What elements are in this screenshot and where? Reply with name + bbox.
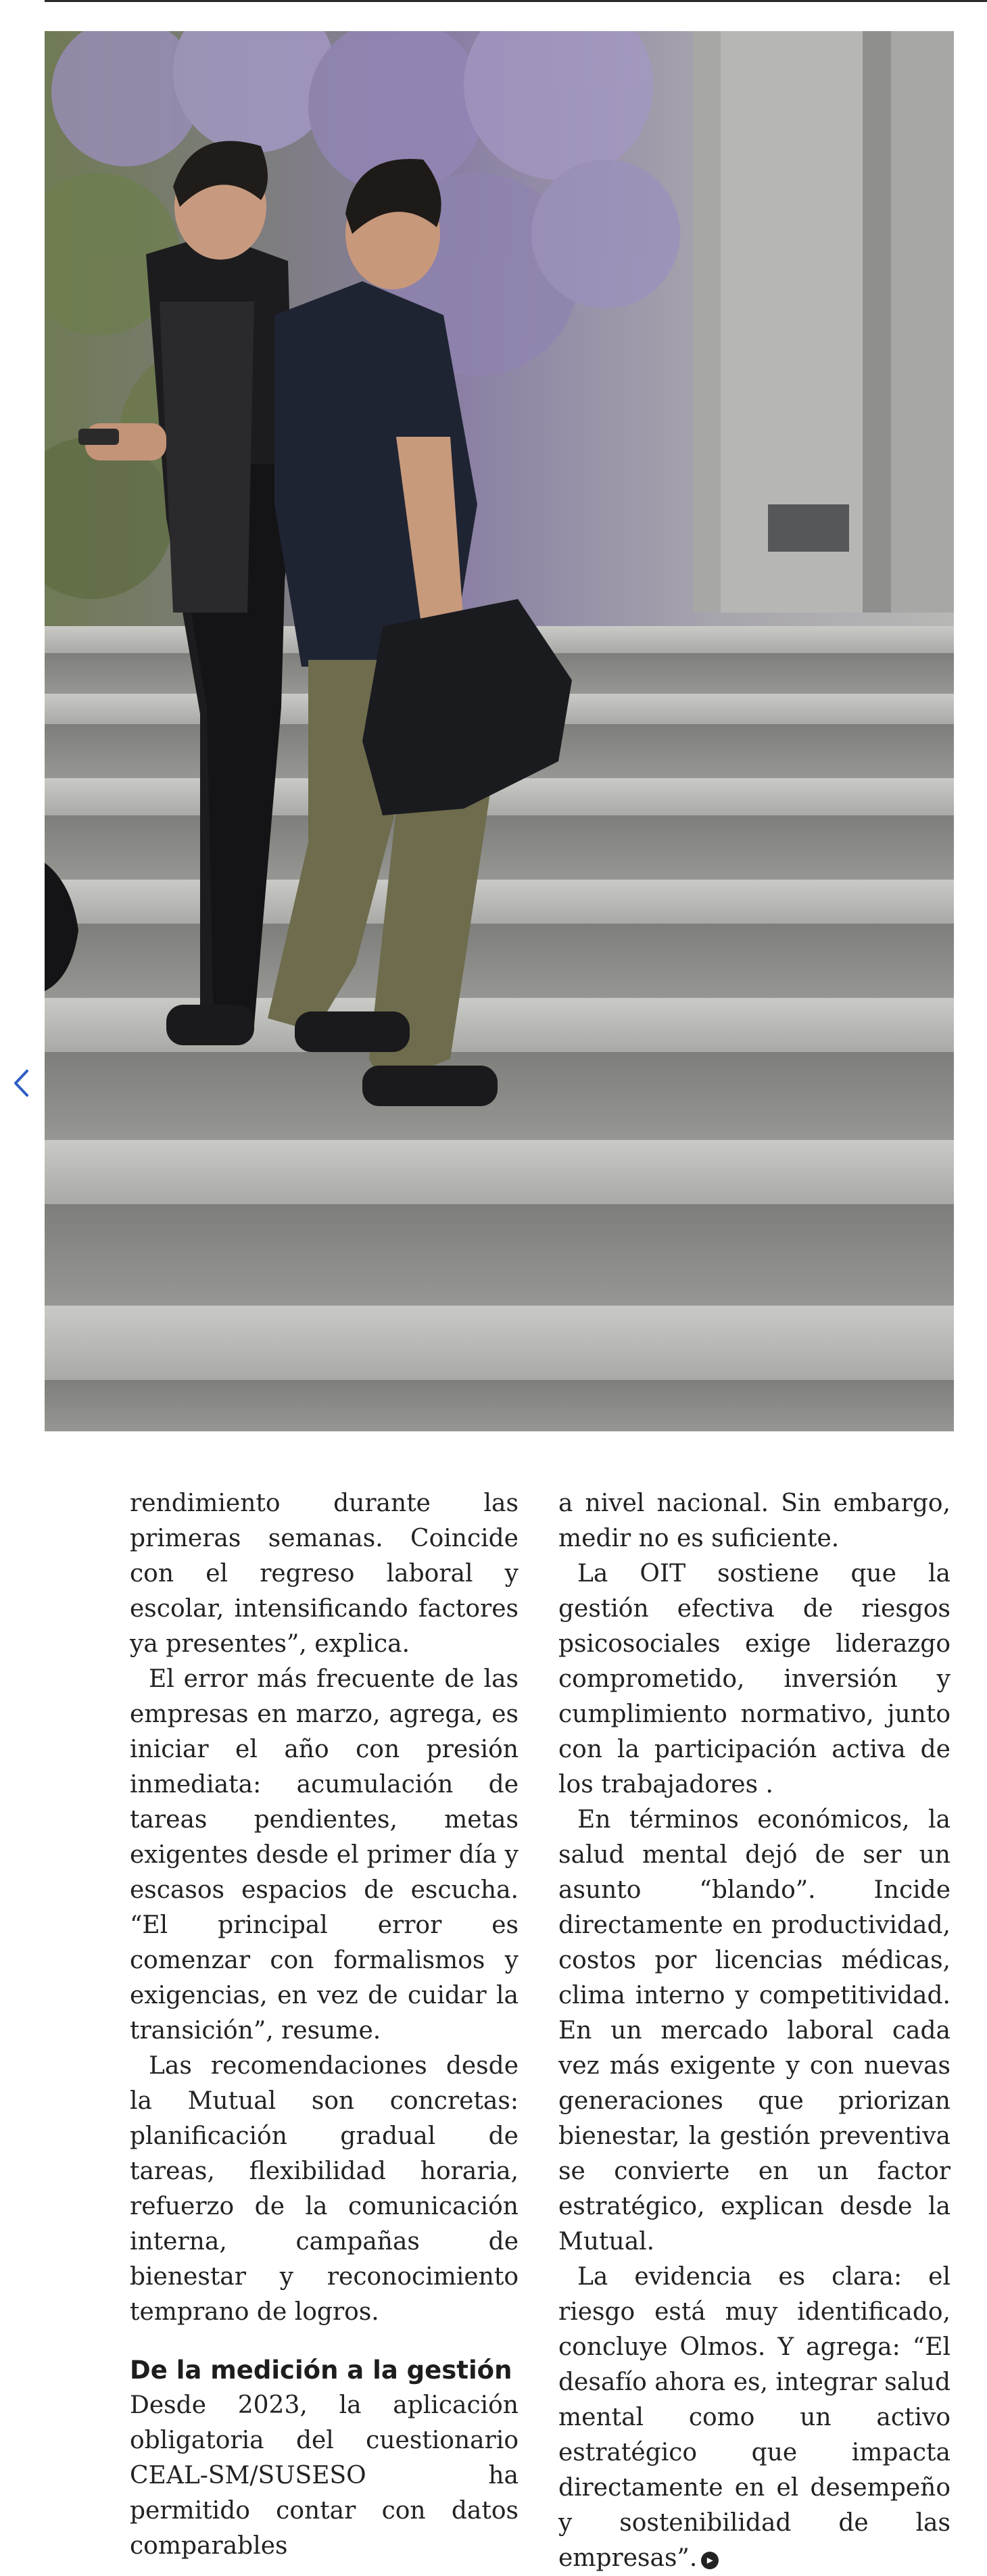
article-column-right — [558, 1486, 950, 2576]
paragraph: La OIT sostiene que la gestión efectiva de riesgos psicosociales exige liderazgo comprometido, inversión y cumplimiento normativo, junto con la participación activa de los trabajadores . — [558, 1560, 950, 1798]
paragraph: Desde 2023, la aplicación obligatoria del cuestionario CEAL-SM/SUSESO ha permitido contar con datos comparables — [130, 2391, 519, 2560]
chevron-left-icon — [12, 1068, 30, 1098]
paragraph-text: La evidencia es clara: el riesgo está muy identificado, concluye Olmos. Y agrega: “El desafío ahora es, integrar salud mental como un activo estratégico que impacta directamente en el desempeño y sostenibilidad de las empresas”. — [558, 2263, 950, 2572]
paragraph-final — [558, 2260, 950, 2576]
section-heading: De la medición a la gestión — [130, 2356, 512, 2385]
paragraph: a nivel nacional. Sin embargo, medir no es suficiente. — [558, 1489, 950, 1552]
paragraph: rendimiento durante las primeras semanas. Coincide con el regreso laboral y escolar, intensificando factores ya presentes”, explica. — [130, 1489, 519, 1658]
paragraph: En términos económicos, la salud mental dejó de ser un asunto “blando”. Incide directamente en productividad, costos por licencias médicas, clima interno y competitividad. En un mercado laboral cada vez más exigente y con nuevas generaciones que priorizan bienestar, la gestión preventiva se convierte en un factor estratégico, explican desde la Mutual. — [558, 1806, 950, 2256]
end-of-article-icon: ▸ — [701, 2552, 719, 2569]
top-rule — [45, 0, 987, 2]
article-column-left — [130, 1486, 519, 2564]
paragraph: Las recomendaciones desde la Mutual son concretas: planificación gradual de tareas, flexibilidad horaria, refuerzo de la comunicación interna, campañas de bienestar y reconocimiento temprano de logros. — [130, 2052, 519, 2326]
article-photo — [45, 31, 954, 1431]
paragraph: El error más frecuente de las empresas en marzo, agrega, es iniciar el año con presión inmediata: acumulación de tareas pendientes, metas exigentes desde el primer día y escasos espacios de escucha. “El principal error es comenzar con formalismos y exigencias, en vez de cuidar la transición”, resume. — [130, 1665, 519, 2045]
previous-page-button[interactable] — [9, 1063, 32, 1103]
